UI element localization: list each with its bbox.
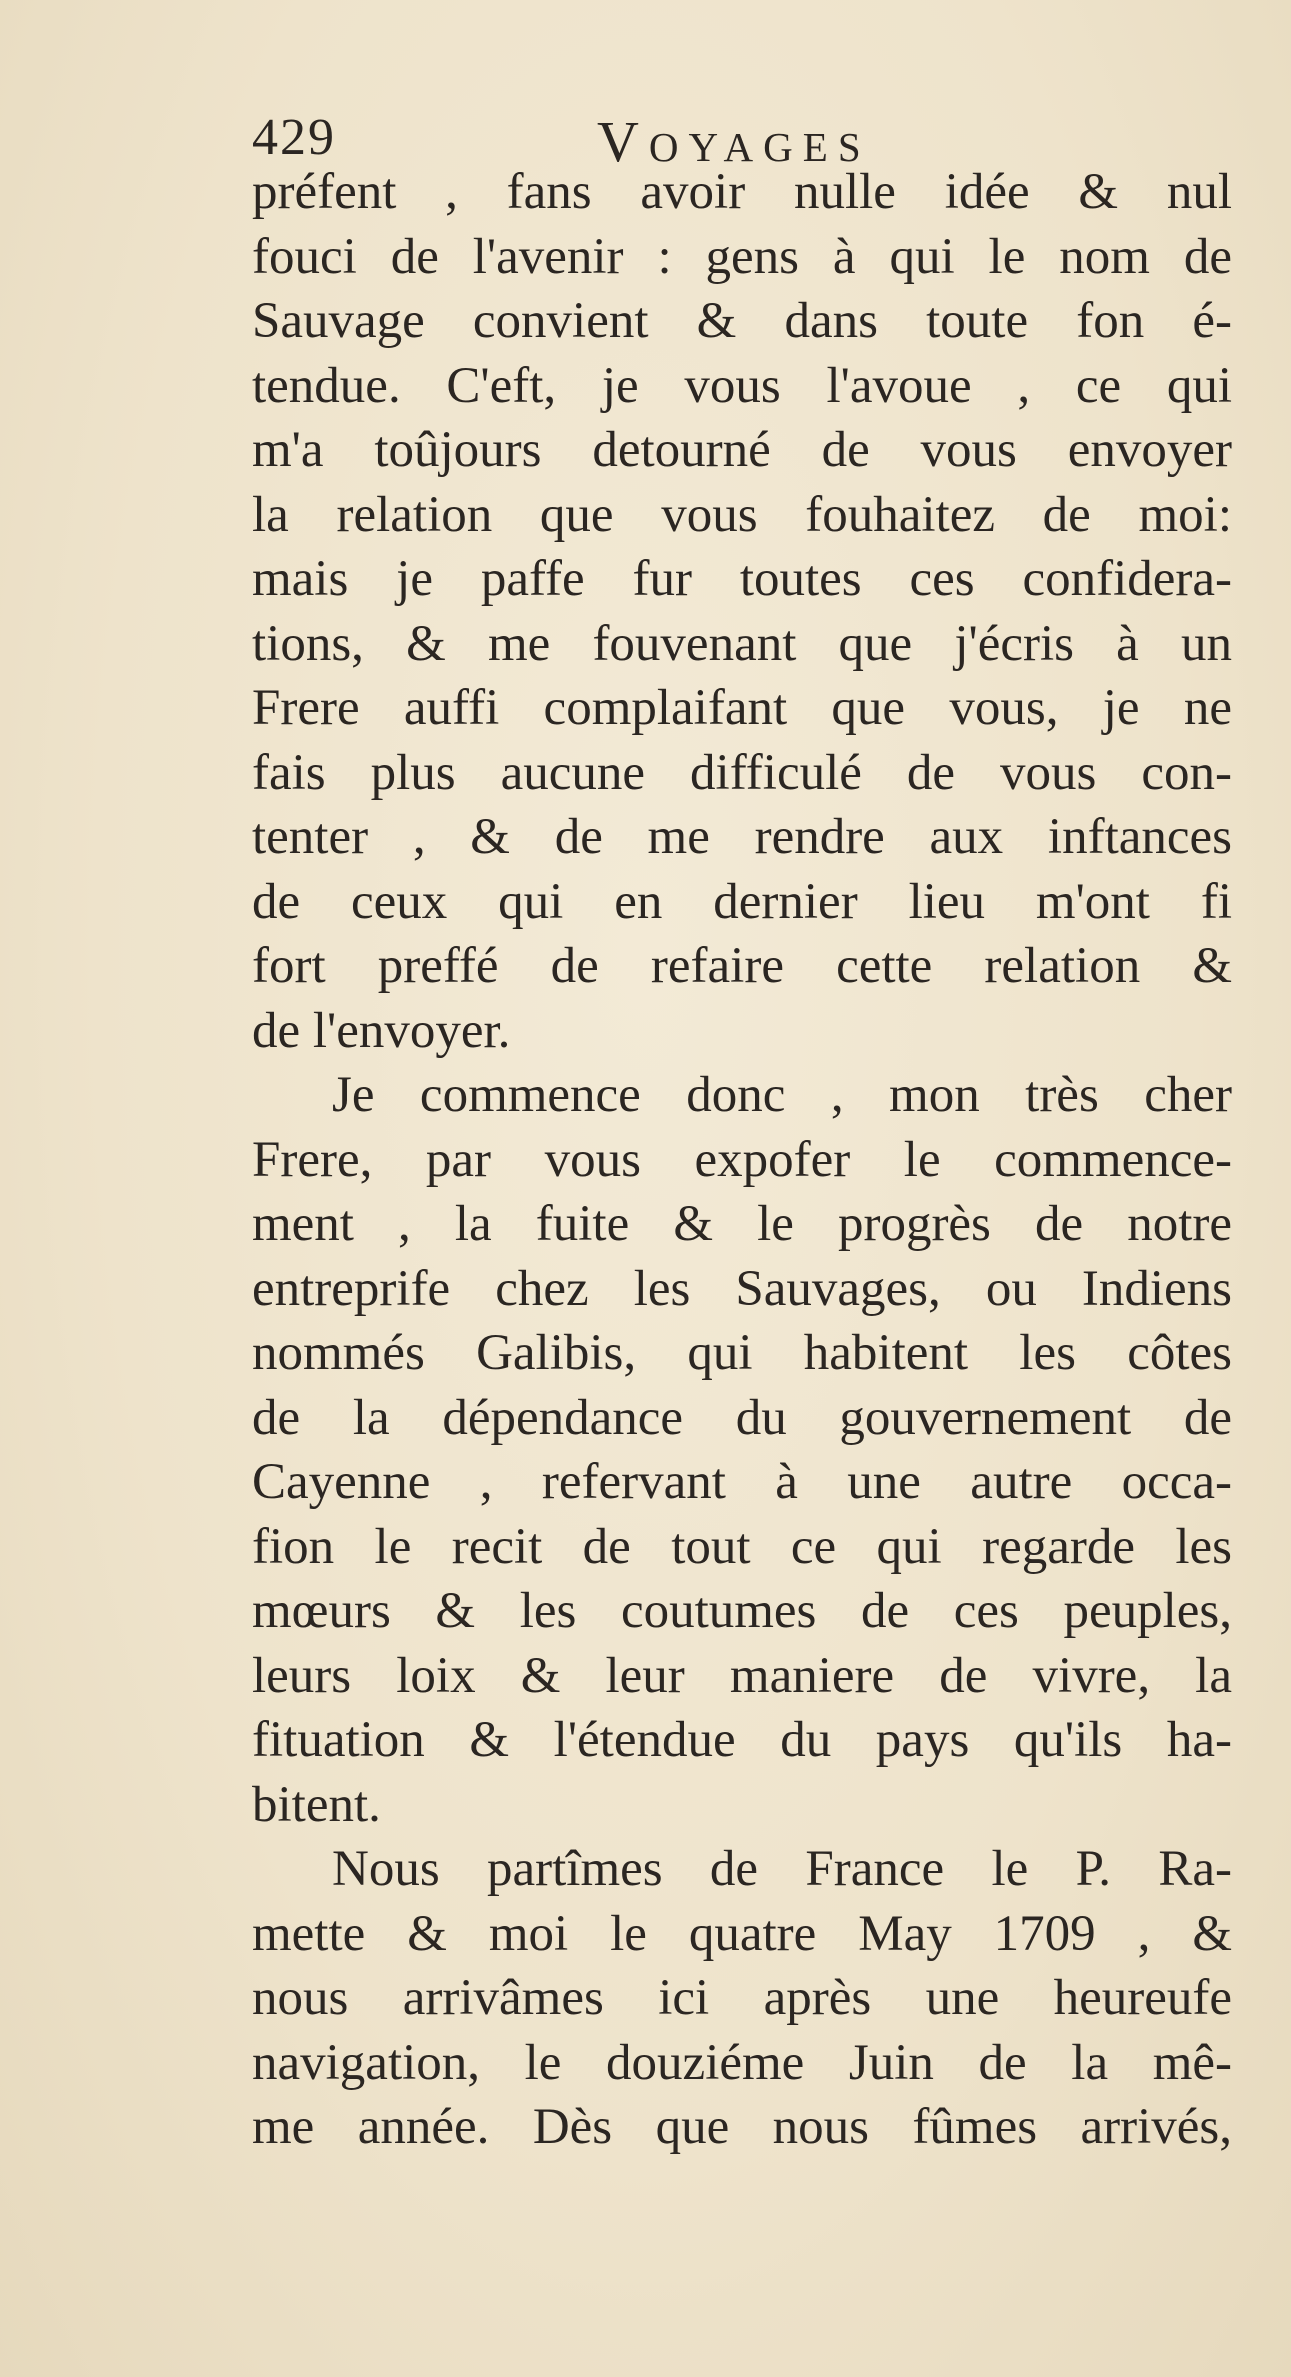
text-line: la relation que vous fouhaitez de moi: <box>252 486 1232 543</box>
text-line: navigation, le douziéme Juin de la mê- <box>252 2034 1232 2091</box>
text-line: fouci de l'avenir : gens à qui le nom de <box>252 228 1232 285</box>
text-line: m'a toûjours detourné de vous envoyer <box>252 422 1232 478</box>
text-line: mœurs & les coutumes de ces peuples, <box>252 1583 1232 1639</box>
text-line: Frere, par vous expofer le commence- <box>252 1131 1232 1188</box>
text-line: fort preffé de refaire cette relation & <box>252 938 1232 994</box>
text-line: fituation & l'étendue du pays qu'ils ha- <box>252 1712 1232 1768</box>
text-line: préfent , fans avoir nulle idée & nul <box>252 164 1232 220</box>
text-line: tions, & me fouvenant que j'écris à un <box>252 615 1232 672</box>
text-line: nommés Galibis, qui habitent les côtes <box>252 1325 1232 1381</box>
running-head: Voyages <box>597 109 871 174</box>
text-line: fais plus aucune difficulé de vous con- <box>252 744 1232 801</box>
paragraph-end-line: de l'envoyer. <box>252 1002 511 1059</box>
body-text <box>252 160 1232 2160</box>
text-line: nous arrivâmes ici après une heureufe <box>252 1970 1232 2026</box>
text-line: ment , la fuite & le progrès de notre <box>252 1196 1232 1252</box>
paragraph-end-line: bitent. <box>252 1776 381 1833</box>
text-line: tendue. C'eft, je vous l'avoue , ce qui <box>252 357 1232 414</box>
text-line: mette & moi le quatre May 1709 , & <box>252 1905 1232 1962</box>
paragraph-start-line: Je commence donc , mon très cher <box>332 1067 1232 1123</box>
text-line: entreprife chez les Sauvages, ou Indiens <box>252 1260 1232 1317</box>
paragraph-start-line: Nous partîmes de France le P. Ra- <box>332 1841 1232 1897</box>
text-line: me année. Dès que nous fûmes arrivés, <box>252 2099 1232 2155</box>
text-line: Frere auffi complaifant que vous, je ne <box>252 680 1232 736</box>
text-line: Cayenne , refervant à une autre occa- <box>252 1454 1232 1510</box>
text-line: tenter , & de me rendre aux inftances <box>252 809 1232 865</box>
text-line: mais je paffe fur toutes ces confidera- <box>252 551 1232 607</box>
page-number: 429 <box>252 109 336 166</box>
text-line: fion le recit de tout ce qui regarde les <box>252 1518 1232 1575</box>
text-line: leurs loix & leur maniere de vivre, la <box>252 1647 1232 1704</box>
text-line: de la dépendance du gouvernement de <box>252 1389 1232 1446</box>
text-line: Sauvage convient & dans toute fon é- <box>252 293 1232 349</box>
text-line: de ceux qui en dernier lieu m'ont fi <box>252 873 1232 930</box>
